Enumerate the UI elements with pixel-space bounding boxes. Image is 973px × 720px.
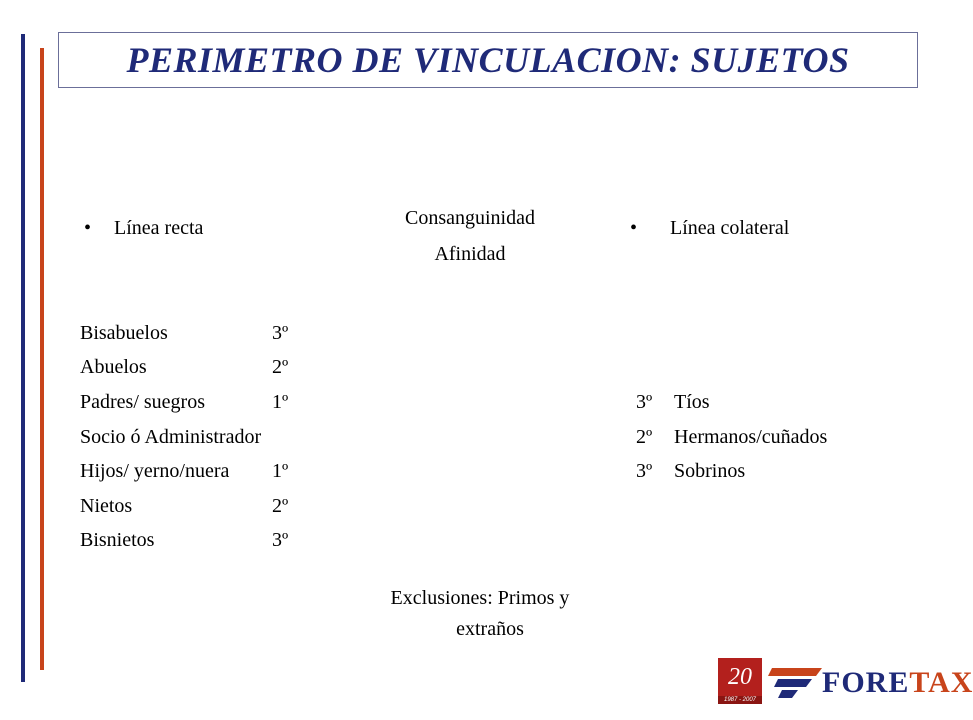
list-item: Bisabuelos 3º <box>80 322 289 344</box>
list-item: Abuelos 2º <box>80 356 289 378</box>
emblem-number: 20 <box>728 664 752 690</box>
title-frame <box>58 32 918 88</box>
anniversary-emblem <box>718 658 762 704</box>
foretax-mark-icon <box>768 668 822 698</box>
bullet-linea-colateral <box>630 216 789 240</box>
list-item: 3º Sobrinos <box>636 460 746 482</box>
slide-title: PERIMETRO DE VINCULACION: SUJETOS <box>126 40 850 80</box>
consanguinidad-label: Consanguinidad <box>405 207 535 229</box>
exclusions-line-1: Exclusiones: Primos y <box>390 587 570 609</box>
list-item: Nietos 2º <box>80 495 289 517</box>
left-accent-bar-blue <box>21 34 25 682</box>
bullet-dot-icon: • <box>84 217 92 239</box>
bullet-dot-icon: • <box>630 217 638 239</box>
list-item: Bisnietos 3º <box>80 529 289 551</box>
linea-colateral-label: Línea colateral <box>670 217 790 239</box>
list-item: Socio ó Administrador <box>80 426 262 448</box>
exclusions-line-2: extraños <box>456 618 524 640</box>
linea-recta-label: Línea recta <box>114 217 204 239</box>
foretax-logo <box>718 658 973 706</box>
list-item: 3º Tíos <box>636 391 710 413</box>
bullet-linea-recta <box>84 216 203 240</box>
emblem-years: 1987 - 2007 <box>718 696 762 704</box>
foretax-wordmark: FORETAX <box>822 666 973 699</box>
list-item: 2º Hermanos/cuñados <box>636 426 828 448</box>
list-item: Hijos/ yerno/nuera 1º <box>80 460 289 482</box>
list-item: Padres/ suegros 1º <box>80 391 289 413</box>
afinidad-label: Afinidad <box>434 243 506 265</box>
left-accent-bar-red <box>40 48 44 670</box>
